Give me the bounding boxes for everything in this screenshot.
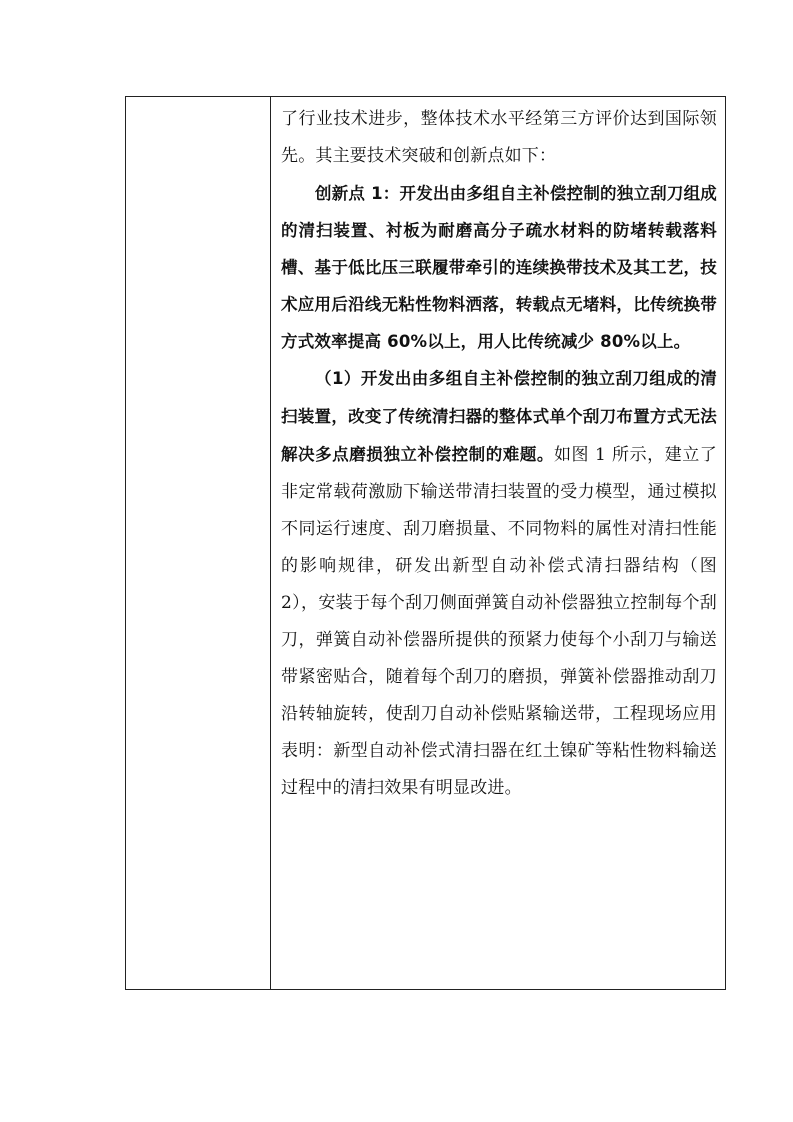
table-right-cell — [271, 97, 725, 989]
table-left-cell — [126, 97, 271, 989]
paragraph-intro: 了行业技术进步，整体技术水平经第三方评价达到国际领先。其主要技术突破和创新点如下： — [281, 109, 717, 166]
paragraph-innovation-1: 创新点 1：开发出由多组自主补偿控制的独立刮刀组成的清扫装置、衬板为耐磨高分子疏水材料的防堵转载落料槽、基于低比压三联履带牵引的连续换带技术及其工艺，技术应用后沿线无粘性物料洒落，转载点无堵料，比传统换带方式效率提高 60%以上，用人比传统减少 80%以上。 — [281, 184, 717, 351]
paragraph-item-1-body: 如图 1 所示，建立了非定常载荷激励下输送带清扫装置的受力模型，通过模拟不同运行速度、刮刀磨损量、不同物料的属性对清扫性能的影响规律，研发出新型自动补偿式清扫器结构（图 2），安装于每个刮刀侧面弹簧自动补偿器独立控制每个刮刀，弹簧自动补偿器所提供的预紧力使每个小刮刀与输送带紧密贴合，随着每个刮刀的磨损，弹簧补偿器推动刮刀沿转轴旋转，使刮刀自动补偿贴紧输送带，工程现场应用表明：新型自动补偿式清扫器在红土镍矿等粘性物料输送过程中的清扫效果有明显改进。 — [281, 445, 718, 798]
paragraph-item-1-bold: （1）开发出由多组自主补偿控制的独立刮刀组成的清扫装置，改变了传统清扫器的整体式单个刮刀布置方式无法解决多点磨损独立补偿控制的难题。 — [281, 369, 717, 464]
content-table — [125, 96, 726, 990]
paragraph-item-1 — [281, 360, 717, 807]
